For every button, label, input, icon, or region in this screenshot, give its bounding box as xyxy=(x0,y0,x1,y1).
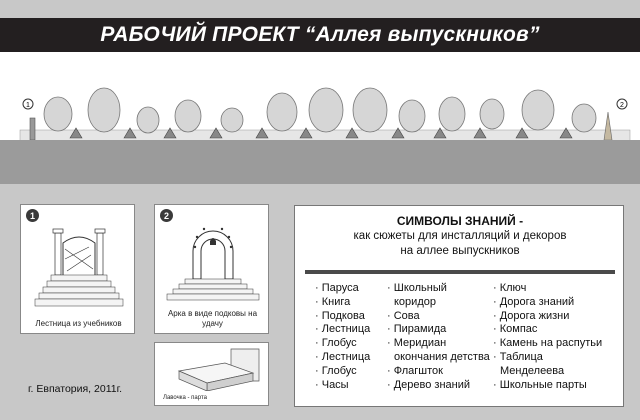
symbol-item: · Флагшток xyxy=(387,364,443,377)
symbol-item: · Книга xyxy=(315,295,351,308)
symbol-item: · Глобус xyxy=(315,364,357,377)
horseshoe-arch-icon xyxy=(163,217,262,309)
symbol-item: · Меридиан xyxy=(387,337,447,350)
page-title xyxy=(0,18,640,52)
symbol-item: · Дорога жизни xyxy=(493,309,570,322)
card-caption: Арка в виде подковы на удачу xyxy=(167,309,258,328)
symbol-item: Менделеева xyxy=(500,364,565,377)
symbol-item: · Лестница xyxy=(315,350,371,363)
symbols-title: СИМВОЛЫ ЗНАНИЙ - xyxy=(396,214,524,228)
symbol-item: · Таблица xyxy=(493,350,543,363)
card-book-staircase xyxy=(20,204,135,334)
symbol-item: коридор xyxy=(394,295,436,308)
symbol-item: · Компас xyxy=(493,323,538,336)
symbol-item: · Паруса xyxy=(315,282,359,294)
card-bench-desk xyxy=(154,342,269,406)
page-title-text: РАБОЧИЙ ПРОЕКТ “Аллея выпускников” xyxy=(100,23,540,46)
symbols-card xyxy=(294,205,624,407)
symbol-item: · Пирамида xyxy=(387,323,447,336)
footer-location-year: г. Евпатория, 2011г. xyxy=(28,383,123,395)
symbols-subtitle-line1: как сюжеты для инсталляций и декоров xyxy=(353,230,567,242)
symbol-item: · Лестница xyxy=(315,323,371,336)
card-number-badge: 1 xyxy=(26,209,39,222)
symbol-item: · Сова xyxy=(387,309,420,322)
symbol-item: · Школьные парты xyxy=(493,378,587,391)
symbols-column-1 xyxy=(315,282,370,392)
bench-desk-icon xyxy=(175,347,265,391)
card-number-badge: 2 xyxy=(160,209,173,222)
ground-strip xyxy=(0,140,640,184)
symbol-item: · Школьный xyxy=(387,282,447,294)
symbols-divider xyxy=(305,270,615,274)
symbols-column-2 xyxy=(387,282,490,392)
symbols-column-3 xyxy=(493,282,602,392)
symbol-item: · Глобус xyxy=(315,337,357,350)
card-horseshoe-arch xyxy=(154,204,269,334)
symbol-item: · Ключ xyxy=(493,282,527,294)
symbol-item: · Подкова xyxy=(315,309,365,322)
marker-2-label: 2 xyxy=(620,102,624,109)
card-caption: Лестница из учебников xyxy=(35,319,122,328)
symbol-item: окончания детства xyxy=(394,350,490,363)
symbol-item: · Дорога знаний xyxy=(493,295,575,308)
card-caption: Лавочка - парта xyxy=(163,395,207,401)
marker-1-label: 1 xyxy=(26,102,30,109)
symbols-subtitle-line2: на аллее выпускников xyxy=(400,245,520,257)
symbol-item: · Дерево знаний xyxy=(387,378,471,391)
symbol-item: · Часы xyxy=(315,378,349,391)
symbol-item: · Камень на распутьи xyxy=(493,337,603,350)
book-staircase-icon xyxy=(29,219,128,315)
